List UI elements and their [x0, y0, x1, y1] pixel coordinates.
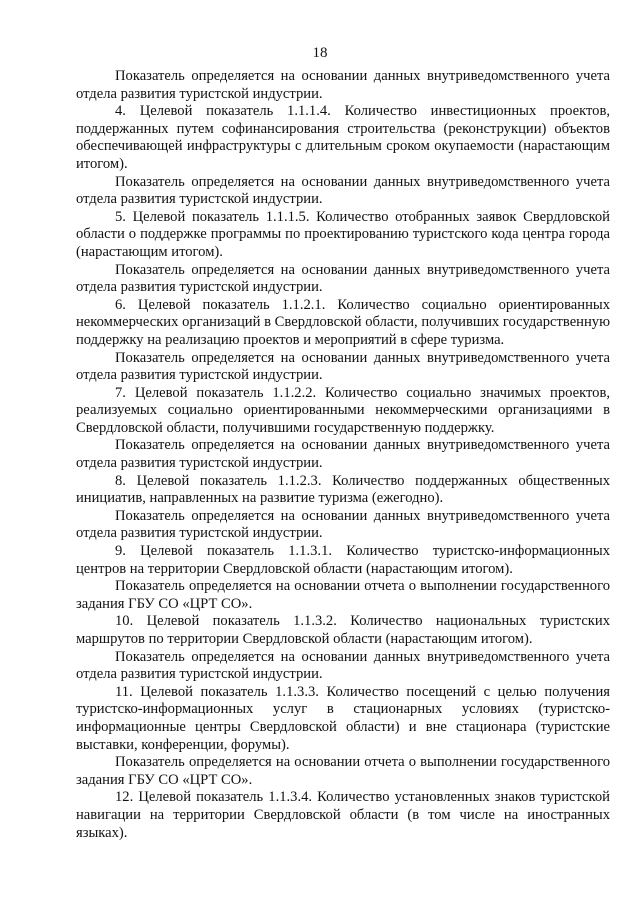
paragraph: 6. Целевой показатель 1.1.2.1. Количество социально ориентированных некоммерческих организаций в Свердловской области, получивших государственную поддержку на реализацию проектов и мероприятий в сфере туризма.: [76, 296, 610, 348]
paragraph: 4. Целевой показатель 1.1.1.4. Количество инвестиционных проектов, поддержанных путем софинансирования строительства (реконструкции) объектов обеспечивающей инфраструктуры с длительным сроком окупаемости (нарастающим итогом).: [76, 103, 610, 172]
paragraph: Показатель определяется на основании данных внутриведомственного учета отдела развития туристской индустрии.: [76, 173, 610, 208]
paragraph: 7. Целевой показатель 1.1.2.2. Количество социально значимых проектов, реализуемых социально ориентированными некоммерческими организациями в Свердловской области, получившими государственную поддержку.: [76, 384, 610, 436]
paragraph: 11. Целевой показатель 1.1.3.3. Количество посещений с целью получения туристско-информационных услуг в стационарных условиях (туристско-информационные центры Свердловской области) и вне стационара (туристские выставки, конференции, форумы).: [76, 683, 610, 753]
paragraph: Показатель определяется на основании отчета о выполнении государственного задания ГБУ СО «ЦРТ СО».: [76, 578, 610, 612]
paragraph: Показатель определяется на основании данных внутриведомственного учета отдела развития туристской индустрии.: [76, 507, 610, 542]
paragraph: Показатель определяется на основании данных внутриведомственного учета отдела развития туристской индустрии.: [76, 261, 610, 296]
paragraph: 5. Целевой показатель 1.1.1.5. Количество отобранных заявок Свердловской области о поддержке программы по проектированию туристского кода центра города (нарастающим итогом).: [76, 208, 610, 260]
paragraph: Показатель определяется на основании данных внутриведомственного учета отдела развития туристской индустрии.: [76, 349, 610, 384]
paragraph: Показатель определяется на основании отчета о выполнении государственного задания ГБУ СО «ЦРТ СО».: [76, 754, 610, 788]
paragraph: Показатель определяется на основании данных внутриведомственного учета отдела развития туристской индустрии.: [76, 68, 610, 102]
paragraph: 8. Целевой показатель 1.1.2.3. Количество поддержанных общественных инициатив, направленных на развитие туризма (ежегодно).: [76, 472, 610, 507]
paragraph: 12. Целевой показатель 1.1.3.4. Количество установленных знаков туристской навигации на территории Свердловской области (в том числе на иностранных языках).: [76, 789, 610, 841]
page-number: 18: [312, 45, 328, 61]
paragraph: 10. Целевой показатель 1.1.3.2. Количество национальных туристских маршрутов по территории Свердловской области (нарастающим итогом).: [76, 613, 610, 647]
paragraph: Показатель определяется на основании данных внутриведомственного учета отдела развития туристской индустрии.: [76, 648, 610, 683]
paragraph: Показатель определяется на основании данных внутриведомственного учета отдела развития туристской индустрии.: [76, 437, 610, 472]
document-body: [76, 68, 610, 842]
paragraph: 9. Целевой показатель 1.1.3.1. Количество туристско-информационных центров на территории Свердловской области (нарастающим итогом).: [76, 543, 610, 577]
